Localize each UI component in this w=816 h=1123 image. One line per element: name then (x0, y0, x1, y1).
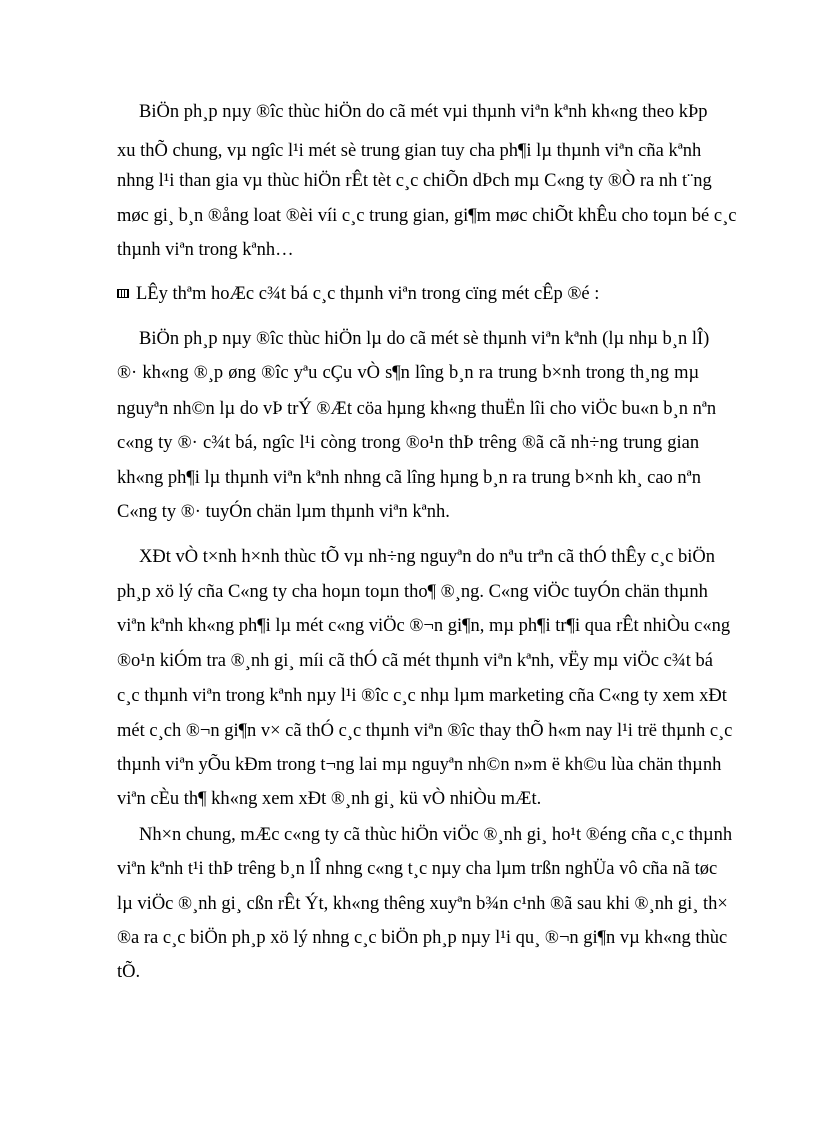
paragraph-3-line-3: viªn kªnh kh«ng ph¶i lµ mét c«ng viÖc ®¬n gi¶n, mµ ph¶i tr¶i qua rÊt nhiÒu c«ng (117, 616, 731, 636)
paragraph-3-line-6: mét c¸ch ®¬n gi¶n v× cã thÓ c¸c thµnh viªn ®îc thay thÕ h«m nay l¹i trë thµnh c¸c (117, 721, 733, 741)
paragraph-3-line-8: viªn cÈu th¶ kh«ng xem xÐt ®¸nh gi¸ kü vÒ nhiÒu mÆt. (117, 789, 542, 809)
paragraph-2-line-4: c«ng ty ®· c¾t bá, ngîc l¹i còng trong ®o¹n thÞ trêng ®ã cã nh÷ng trung gian (117, 433, 700, 453)
paragraph-1-line-5: thµnh viªn trong kªnh… (117, 240, 294, 260)
paragraph-2-line-1: BiÖn ph¸p nµy ®îc thùc hiÖn lµ do cã mét sè thµnh viªn kªnh (lµ nhµ b¸n lÎ) (139, 329, 710, 349)
paragraph-2-line-5: kh«ng ph¶i lµ thµnh viªn kªnh nhng cã lîng hµng b¸n ra trung b×nh kh¸ cao nªn (117, 468, 702, 488)
paragraph-4-line-2: viªn kªnh t¹i thÞ trêng b¸n lÎ nhng c«ng t¸c nµy cha lµm trßn nghÜa vô cña nã tøc (117, 859, 718, 879)
paragraph-4-line-1: Nh×n chung, mÆc c«ng ty cã thùc hiÖn viÖc ®¸nh gi¸ ho¹t ®éng cña c¸c thµnh (139, 825, 733, 845)
paragraph-4-line-4: ®a ra c¸c biÖn ph¸p xö lý nhng c¸c biÖn ph¸p nµy l¹i qu¸ ®¬n gi¶n vµ kh«ng thùc (117, 928, 728, 948)
paragraph-2-line-6: C«ng ty ®· tuyÓn chän lµm thµnh viªn kªnh. (117, 502, 450, 522)
paragraph-2-line-3: nguyªn nh©n lµ do vÞ trÝ ®Æt cöa hµng kh«ng thuËn lîi cho viÖc bu«n b¸n nªn (117, 399, 717, 419)
paragraph-3-line-7: thµnh viªn yÕu kÐm trong t¬ng lai mµ nguyªn nh©n n»m ë kh©u lùa chän thµnh (117, 755, 722, 775)
paragraph-4-line-3: lµ viÖc ®¸nh gi¸ cßn rÊt Ýt, kh«ng thêng xuyªn b¾n c¹nh ®ã sau khi ®¸nh gi¸ th× (117, 894, 728, 914)
paragraph-1-line-4: møc gi¸ b¸n ®ång loat ®èi víi c¸c trung gian, gi¶m møc chiÕt khÊu cho toµn bé c¸c (117, 206, 737, 226)
paragraph-3-line-4: ®o¹n kiÓm tra ®¸nh gi¸ míi cã thÓ cã mét thµnh viªn kªnh, vËy mµ viÖc c¾t bá (117, 651, 713, 671)
paragraph-1-line-1: BiÖn ph¸p nµy ®îc thùc hiÖn do cã mét vµi thµnh viªn kªnh kh«ng theo kÞp (139, 102, 708, 122)
paragraph-3-line-5: c¸c thµnh viªn trong kªnh nµy l¹i ®îc c¸c nhµ lµm marketing cña C«ng ty xem xÐt (117, 686, 727, 706)
paragraph-4-line-5: tÕ. (117, 962, 141, 982)
bullet-line: LÊy thªm hoÆc c¾t bá c¸c thµnh viªn trong cïng mét cÊp ®é : (136, 284, 600, 304)
keyboard-icon (117, 289, 129, 298)
paragraph-3-line-2: ph¸p xö lý cña C«ng ty cha hoµn toµn tho¶ ®¸ng. C«ng viÖc tuyÓn chän thµnh (117, 582, 708, 602)
paragraph-2-line-2: ®· kh«ng ®¸p øng ®îc yªu cÇu vÒ s¶n lîng b¸n ra trung b×nh trong th¸ng mµ (117, 363, 700, 383)
paragraph-1-line-3: nhng l¹i than gia vµ thùc hiÖn rÊt tèt c¸c chiÕn dÞch mµ C«ng ty ®Ò ra nh t¨ng (117, 171, 712, 191)
paragraph-3-line-1: XÐt vÒ t×nh h×nh thùc tÕ vµ nh÷ng nguyªn do nªu trªn cã thÓ thÊy c¸c biÖn (139, 547, 715, 567)
paragraph-1-line-2: xu thÕ chung, vµ ngîc l¹i mét sè trung gian tuy cha ph¶i lµ thµnh viªn cña kªnh (117, 141, 702, 161)
